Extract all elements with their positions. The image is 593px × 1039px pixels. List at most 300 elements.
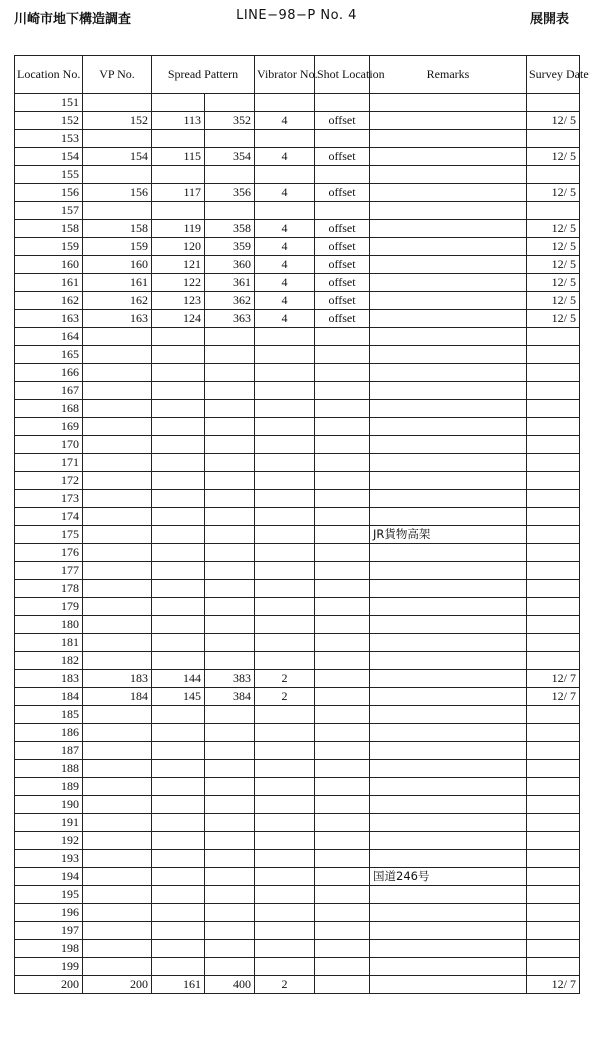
table-row: [15, 238, 580, 256]
vibrator-cell: [255, 742, 315, 760]
spread-end-cell: 400: [205, 976, 255, 994]
vp-cell: 152: [83, 112, 152, 130]
table-row: [15, 130, 580, 148]
table-row: [15, 814, 580, 832]
shot-location-cell: [315, 976, 370, 994]
vp-cell: [83, 328, 152, 346]
vibrator-cell: [255, 904, 315, 922]
shot-location-cell: [315, 940, 370, 958]
spread-start-cell: [152, 580, 205, 598]
remarks-cell: [370, 850, 527, 868]
table-row: [15, 508, 580, 526]
vp-cell: [83, 868, 152, 886]
shot-location-cell: [315, 508, 370, 526]
vibrator-cell: [255, 724, 315, 742]
remarks-cell: [370, 616, 527, 634]
vp-cell: 162: [83, 292, 152, 310]
vibrator-cell: [255, 706, 315, 724]
sheet-type-title: 展開表: [529, 12, 569, 27]
spread-end-cell: [205, 724, 255, 742]
vp-cell: [83, 562, 152, 580]
remarks-cell: [370, 148, 527, 166]
shot-location-cell: [315, 454, 370, 472]
vp-cell: [83, 886, 152, 904]
survey-date-cell: [527, 616, 580, 634]
remarks-cell: [370, 508, 527, 526]
spread-start-cell: [152, 652, 205, 670]
vp-cell: 163: [83, 310, 152, 328]
vibrator-cell: [255, 940, 315, 958]
spread-start-cell: 113: [152, 112, 205, 130]
table-row: [15, 616, 580, 634]
location-cell: 169: [15, 418, 83, 436]
spread-start-cell: [152, 364, 205, 382]
spread-end-cell: [205, 940, 255, 958]
spread-end-cell: 362: [205, 292, 255, 310]
remarks-cell: [370, 310, 527, 328]
spread-end-cell: [205, 634, 255, 652]
remarks-cell: [370, 418, 527, 436]
remarks-cell: [370, 580, 527, 598]
table-row: [15, 850, 580, 868]
location-cell: 166: [15, 364, 83, 382]
table-body: [15, 94, 580, 994]
shot-location-cell: [315, 472, 370, 490]
table-row: [15, 256, 580, 274]
shot-location-cell: [315, 670, 370, 688]
spread-start-cell: [152, 202, 205, 220]
location-cell: 167: [15, 382, 83, 400]
vp-cell: [83, 724, 152, 742]
survey-date-cell: 12/ 5: [527, 238, 580, 256]
shot-location-cell: [315, 418, 370, 436]
vibrator-cell: 4: [255, 112, 315, 130]
remarks-cell: [370, 436, 527, 454]
remarks-cell: [370, 454, 527, 472]
survey-date-cell: [527, 364, 580, 382]
vibrator-cell: [255, 94, 315, 112]
location-cell: 179: [15, 598, 83, 616]
vp-cell: [83, 760, 152, 778]
table-row: [15, 886, 580, 904]
vibrator-cell: 4: [255, 310, 315, 328]
location-cell: 155: [15, 166, 83, 184]
location-cell: 193: [15, 850, 83, 868]
vibrator-cell: [255, 202, 315, 220]
location-cell: 159: [15, 238, 83, 256]
shot-location-cell: [315, 814, 370, 832]
vibrator-cell: 4: [255, 148, 315, 166]
location-cell: 174: [15, 508, 83, 526]
vibrator-cell: [255, 544, 315, 562]
location-cell: 161: [15, 274, 83, 292]
shot-location-cell: [315, 364, 370, 382]
location-cell: 196: [15, 904, 83, 922]
vibrator-cell: [255, 616, 315, 634]
spread-start-cell: [152, 904, 205, 922]
spread-end-cell: [205, 328, 255, 346]
shot-location-cell: offset: [315, 310, 370, 328]
location-cell: 160: [15, 256, 83, 274]
survey-date-cell: [527, 490, 580, 508]
vibrator-cell: 4: [255, 184, 315, 202]
vp-cell: [83, 922, 152, 940]
table-row: [15, 454, 580, 472]
vibrator-cell: [255, 400, 315, 418]
spread-start-cell: [152, 616, 205, 634]
location-cell: 168: [15, 400, 83, 418]
vp-cell: [83, 742, 152, 760]
shot-location-cell: [315, 616, 370, 634]
vp-cell: [83, 652, 152, 670]
vp-cell: [83, 598, 152, 616]
vibrator-cell: [255, 526, 315, 544]
location-cell: 172: [15, 472, 83, 490]
spread-end-cell: 358: [205, 220, 255, 238]
survey-date-cell: [527, 580, 580, 598]
vibrator-cell: [255, 382, 315, 400]
remarks-cell: [370, 166, 527, 184]
survey-date-cell: 12/ 5: [527, 148, 580, 166]
spread-start-cell: [152, 454, 205, 472]
survey-date-cell: [527, 94, 580, 112]
table-row: [15, 688, 580, 706]
vibrator-cell: [255, 328, 315, 346]
location-cell: 197: [15, 922, 83, 940]
vp-cell: [83, 904, 152, 922]
remarks-cell: [370, 184, 527, 202]
spread-end-cell: [205, 364, 255, 382]
location-cell: 186: [15, 724, 83, 742]
table-row: [15, 112, 580, 130]
vp-cell: [83, 832, 152, 850]
spread-end-cell: [205, 760, 255, 778]
vp-cell: [83, 490, 152, 508]
remarks-cell: [370, 544, 527, 562]
vp-cell: [83, 400, 152, 418]
vp-cell: 183: [83, 670, 152, 688]
vp-cell: [83, 202, 152, 220]
survey-date-cell: 12/ 5: [527, 184, 580, 202]
spread-start-cell: [152, 868, 205, 886]
spread-end-cell: 363: [205, 310, 255, 328]
vibrator-cell: [255, 778, 315, 796]
table-row: [15, 166, 580, 184]
remarks-cell: [370, 886, 527, 904]
location-cell: 200: [15, 976, 83, 994]
table-row: [15, 634, 580, 652]
header-remarks: Remarks: [370, 56, 527, 94]
table-row: [15, 364, 580, 382]
shot-location-cell: offset: [315, 184, 370, 202]
remarks-cell: [370, 904, 527, 922]
spread-start-cell: [152, 490, 205, 508]
vp-cell: [83, 796, 152, 814]
location-cell: 199: [15, 958, 83, 976]
shot-location-cell: [315, 724, 370, 742]
spread-start-cell: [152, 724, 205, 742]
vibrator-cell: [255, 562, 315, 580]
location-cell: 156: [15, 184, 83, 202]
spread-start-cell: [152, 130, 205, 148]
spread-end-cell: [205, 562, 255, 580]
spread-end-cell: [205, 490, 255, 508]
remarks-cell: [370, 814, 527, 832]
spread-start-cell: [152, 562, 205, 580]
spread-start-cell: [152, 382, 205, 400]
survey-date-cell: [527, 850, 580, 868]
shot-location-cell: [315, 706, 370, 724]
vp-cell: [83, 778, 152, 796]
shot-location-cell: offset: [315, 238, 370, 256]
vibrator-cell: [255, 454, 315, 472]
remarks-cell: [370, 652, 527, 670]
vibrator-cell: [255, 850, 315, 868]
remarks-cell: [370, 112, 527, 130]
table-row: [15, 310, 580, 328]
location-cell: 165: [15, 346, 83, 364]
spread-start-cell: 161: [152, 976, 205, 994]
remarks-cell: [370, 670, 527, 688]
remarks-cell: [370, 346, 527, 364]
vibrator-cell: [255, 796, 315, 814]
spread-start-cell: [152, 418, 205, 436]
survey-date-cell: [527, 814, 580, 832]
survey-date-cell: [527, 328, 580, 346]
table-row: [15, 292, 580, 310]
remarks-cell: [370, 238, 527, 256]
survey-date-cell: [527, 742, 580, 760]
table-header-row: [15, 56, 580, 94]
location-cell: 173: [15, 490, 83, 508]
vp-cell: [83, 454, 152, 472]
vp-cell: [83, 364, 152, 382]
remarks-cell: [370, 382, 527, 400]
spread-start-cell: [152, 922, 205, 940]
spread-end-cell: [205, 652, 255, 670]
spread-end-cell: [205, 706, 255, 724]
vp-cell: [83, 382, 152, 400]
spread-start-cell: [152, 544, 205, 562]
spread-start-cell: [152, 832, 205, 850]
location-cell: 190: [15, 796, 83, 814]
spread-end-cell: 359: [205, 238, 255, 256]
location-cell: 192: [15, 832, 83, 850]
survey-date-cell: [527, 940, 580, 958]
spread-start-cell: [152, 778, 205, 796]
spread-end-cell: [205, 436, 255, 454]
remarks-cell: JR貨物高架: [370, 526, 527, 544]
shot-location-cell: [315, 958, 370, 976]
table-row: [15, 598, 580, 616]
spread-start-cell: 144: [152, 670, 205, 688]
remarks-cell: [370, 922, 527, 940]
location-cell: 153: [15, 130, 83, 148]
location-cell: 170: [15, 436, 83, 454]
vp-cell: [83, 850, 152, 868]
survey-date-cell: [527, 886, 580, 904]
vp-cell: 184: [83, 688, 152, 706]
vibrator-cell: [255, 868, 315, 886]
survey-date-cell: [527, 832, 580, 850]
table-row: [15, 94, 580, 112]
remarks-cell: [370, 220, 527, 238]
line-number-title: LINE−98−P No. 4: [236, 8, 357, 23]
survey-date-cell: 12/ 5: [527, 274, 580, 292]
survey-date-cell: [527, 562, 580, 580]
shot-location-cell: [315, 400, 370, 418]
vp-cell: 154: [83, 148, 152, 166]
shot-location-cell: [315, 760, 370, 778]
spread-start-cell: [152, 742, 205, 760]
location-cell: 198: [15, 940, 83, 958]
remarks-cell: [370, 796, 527, 814]
spread-end-cell: [205, 166, 255, 184]
table-row: [15, 148, 580, 166]
spread-end-cell: [205, 796, 255, 814]
survey-date-cell: [527, 958, 580, 976]
vp-cell: [83, 436, 152, 454]
table-row: [15, 544, 580, 562]
header-vp: VP No.: [83, 56, 152, 94]
shot-location-cell: [315, 544, 370, 562]
spread-start-cell: 121: [152, 256, 205, 274]
spread-start-cell: [152, 598, 205, 616]
location-cell: 183: [15, 670, 83, 688]
survey-date-cell: [527, 778, 580, 796]
spread-end-cell: [205, 616, 255, 634]
spread-end-cell: [205, 850, 255, 868]
table-row: [15, 904, 580, 922]
spread-end-cell: [205, 346, 255, 364]
shot-location-cell: [315, 850, 370, 868]
remarks-cell: [370, 130, 527, 148]
spread-end-cell: [205, 778, 255, 796]
remarks-cell: 国道246号: [370, 868, 527, 886]
shot-location-cell: offset: [315, 292, 370, 310]
vp-cell: [83, 814, 152, 832]
remarks-cell: [370, 274, 527, 292]
survey-date-cell: [527, 472, 580, 490]
vp-cell: [83, 418, 152, 436]
survey-date-cell: [527, 382, 580, 400]
vibrator-cell: [255, 832, 315, 850]
vp-cell: [83, 346, 152, 364]
spread-end-cell: [205, 598, 255, 616]
table-row: [15, 220, 580, 238]
shot-location-cell: [315, 796, 370, 814]
spread-end-cell: 361: [205, 274, 255, 292]
vibrator-cell: [255, 166, 315, 184]
vibrator-cell: [255, 922, 315, 940]
location-cell: 185: [15, 706, 83, 724]
spread-start-cell: [152, 760, 205, 778]
spread-start-cell: [152, 508, 205, 526]
vibrator-cell: [255, 490, 315, 508]
vibrator-cell: 4: [255, 220, 315, 238]
survey-date-cell: [527, 526, 580, 544]
spread-end-cell: 383: [205, 670, 255, 688]
table-row: [15, 742, 580, 760]
survey-date-cell: [527, 598, 580, 616]
vibrator-cell: 2: [255, 688, 315, 706]
shot-location-cell: [315, 562, 370, 580]
vibrator-cell: [255, 346, 315, 364]
vibrator-cell: [255, 598, 315, 616]
spread-start-cell: [152, 850, 205, 868]
shot-location-cell: [315, 382, 370, 400]
remarks-cell: [370, 202, 527, 220]
shot-location-cell: [315, 580, 370, 598]
vp-cell: 156: [83, 184, 152, 202]
spread-end-cell: [205, 832, 255, 850]
survey-date-cell: [527, 166, 580, 184]
table-row: [15, 670, 580, 688]
spread-end-cell: [205, 508, 255, 526]
vibrator-cell: [255, 580, 315, 598]
location-cell: 154: [15, 148, 83, 166]
vibrator-cell: [255, 508, 315, 526]
remarks-cell: [370, 778, 527, 796]
vp-cell: 159: [83, 238, 152, 256]
spread-end-cell: [205, 202, 255, 220]
vibrator-cell: [255, 760, 315, 778]
location-cell: 181: [15, 634, 83, 652]
location-cell: 180: [15, 616, 83, 634]
spread-start-cell: [152, 814, 205, 832]
vp-cell: [83, 130, 152, 148]
location-cell: 182: [15, 652, 83, 670]
spread-end-cell: [205, 922, 255, 940]
table-row: [15, 328, 580, 346]
vibrator-cell: 4: [255, 292, 315, 310]
remarks-cell: [370, 562, 527, 580]
vibrator-cell: [255, 958, 315, 976]
shot-location-cell: [315, 886, 370, 904]
spread-start-cell: [152, 94, 205, 112]
vp-cell: [83, 616, 152, 634]
shot-location-cell: [315, 526, 370, 544]
table-row: [15, 706, 580, 724]
location-cell: 189: [15, 778, 83, 796]
remarks-cell: [370, 760, 527, 778]
spread-end-cell: [205, 94, 255, 112]
table-row: [15, 382, 580, 400]
vibrator-cell: 4: [255, 238, 315, 256]
table-row: [15, 976, 580, 994]
vp-cell: 158: [83, 220, 152, 238]
vp-cell: [83, 508, 152, 526]
spread-start-cell: [152, 472, 205, 490]
location-cell: 157: [15, 202, 83, 220]
spread-end-cell: [205, 868, 255, 886]
spread-start-cell: 117: [152, 184, 205, 202]
location-cell: 164: [15, 328, 83, 346]
survey-date-cell: [527, 634, 580, 652]
table-row: [15, 526, 580, 544]
remarks-cell: [370, 742, 527, 760]
survey-date-cell: [527, 706, 580, 724]
survey-date-cell: 12/ 5: [527, 292, 580, 310]
vp-cell: [83, 544, 152, 562]
shot-location-cell: offset: [315, 112, 370, 130]
table-row: [15, 274, 580, 292]
table-row: [15, 418, 580, 436]
spread-end-cell: 352: [205, 112, 255, 130]
spread-start-cell: [152, 634, 205, 652]
shot-location-cell: [315, 832, 370, 850]
shot-location-cell: [315, 130, 370, 148]
